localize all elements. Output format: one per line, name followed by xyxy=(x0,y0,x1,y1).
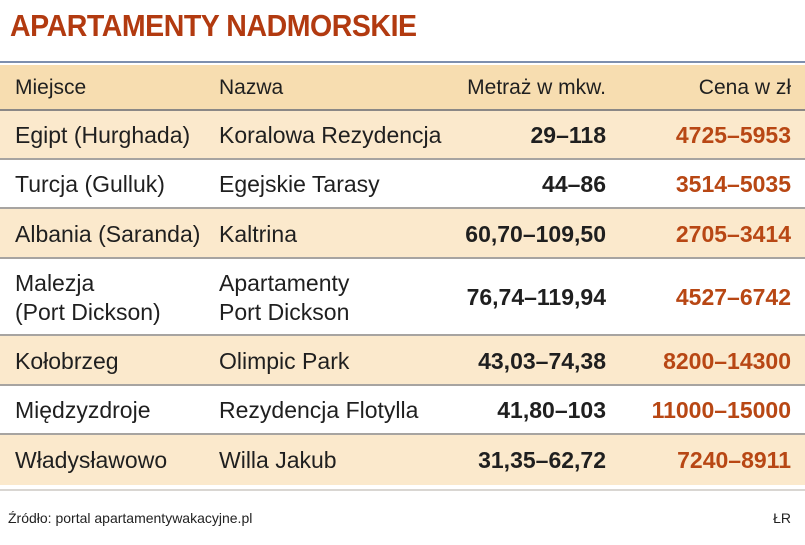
name-cell: Willa Jakub xyxy=(219,446,337,473)
name-cell: Olimpic Park xyxy=(219,347,350,374)
name-cell: Kaltrina xyxy=(219,220,297,247)
price-cell: 11000–15000 xyxy=(651,397,791,423)
header-price: Cena w zł xyxy=(698,76,791,99)
table-row xyxy=(0,111,805,160)
area-cell: 43,03–74,38 xyxy=(478,347,606,374)
header-name: Nazwa xyxy=(219,76,284,99)
price-cell: 7240–8911 xyxy=(677,446,791,473)
page-title: APARTAMENTY NADMORSKIE xyxy=(10,8,417,43)
name-cell: Egejskie Tarasy xyxy=(219,171,380,197)
area-cell: 41,80–103 xyxy=(497,397,606,423)
area-cell: 31,35–62,72 xyxy=(478,446,606,473)
price-cell: 4725–5953 xyxy=(675,122,791,148)
place-cell xyxy=(0,259,201,336)
area-cell: 44–86 xyxy=(542,171,606,197)
price-cell: 4527–6742 xyxy=(675,284,791,310)
source-note: Źródło: portal apartamentywakacyjne.pl xyxy=(8,510,253,526)
table-row xyxy=(0,160,805,209)
area-cell: 29–118 xyxy=(530,122,606,148)
place-cell: Egipt (Hurghada) xyxy=(15,122,191,148)
table-row xyxy=(0,435,805,485)
name-line: Port Dickson xyxy=(219,298,350,325)
place-cell: Turcja (Gulluk) xyxy=(15,171,165,197)
header-place: Miejsce xyxy=(15,76,87,99)
name-cell xyxy=(201,259,438,336)
place-cell: Władysławowo xyxy=(15,446,168,473)
table-header-row xyxy=(0,65,805,111)
area-cell: 76,74–119,94 xyxy=(466,284,606,310)
name-cell: Koralowa Rezydencja xyxy=(219,122,442,148)
footer-divider xyxy=(0,489,805,491)
price-cell: 8200–14300 xyxy=(663,347,791,374)
place-cell: Międzyzdroje xyxy=(15,397,151,423)
apartments-table xyxy=(0,65,805,485)
table-row xyxy=(0,336,805,386)
table-row xyxy=(0,259,805,336)
place-cell: Albania (Saranda) xyxy=(15,220,201,247)
place-line: Malezja xyxy=(15,269,95,296)
header-area: Metraż w mkw. xyxy=(467,76,606,99)
price-cell: 3514–5035 xyxy=(675,171,791,197)
name-line: Apartamenty xyxy=(219,269,350,296)
table-row xyxy=(0,386,805,435)
area-cell: 60,70–109,50 xyxy=(465,220,606,247)
place-cell: Kołobrzeg xyxy=(15,347,119,374)
author-initials: ŁR xyxy=(773,510,791,526)
place-line: (Port Dickson) xyxy=(15,298,161,325)
name-cell: Rezydencja Flotylla xyxy=(219,397,419,423)
title-divider xyxy=(0,61,805,63)
price-cell: 2705–3414 xyxy=(675,220,791,247)
table-row xyxy=(0,209,805,259)
